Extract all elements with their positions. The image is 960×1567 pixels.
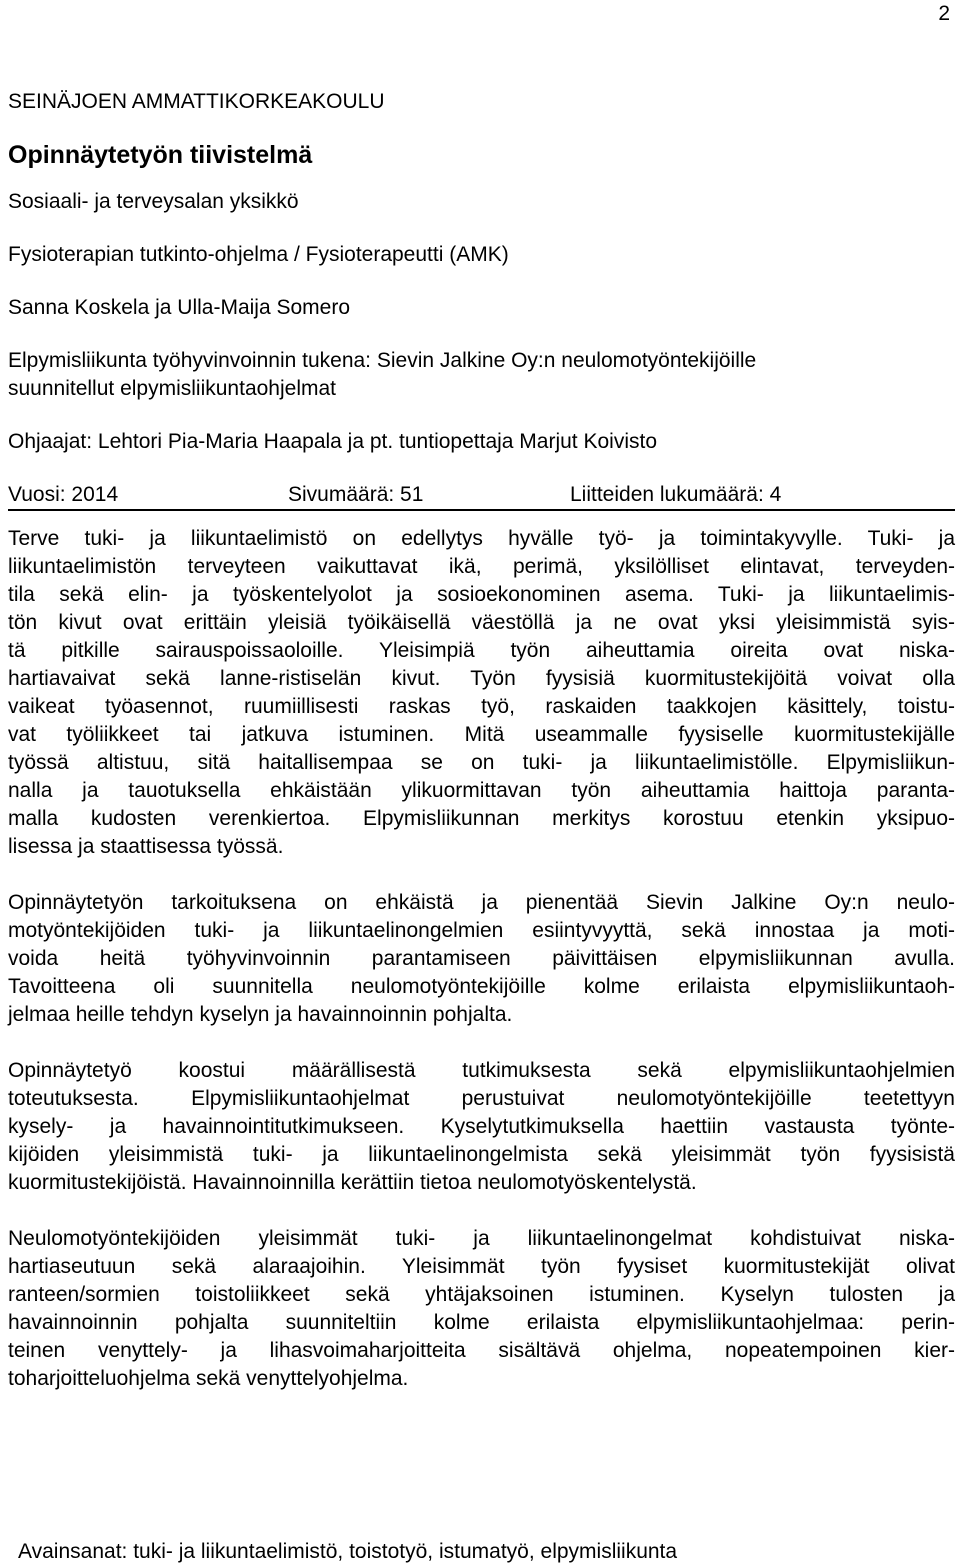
paragraph-line: Terve tuki- ja liikuntaelimistö on edellytys hyvälle työ- ja toimintakyvylle. Tuki- ja: [8, 527, 955, 550]
abstract-paragraph: [8, 1057, 955, 1197]
paragraph-line: vat työliikkeet tai jatkuva istuminen. Mitä useammalle fyysiselle kuormitustekijälle: [8, 723, 955, 746]
thesis-stats: [8, 481, 955, 509]
page-count: Sivumäärä: 51: [288, 483, 424, 506]
thesis-title: [8, 347, 955, 403]
paragraph-line: kijöiden yleisimmistä tuki- ja liikuntaelinongelmista sekä yleisimmät työn fyysisistä: [8, 1143, 955, 1166]
paragraph-line: hartiavaivat sekä lanne-ristiselän kivut. Työn fyysisiä kuormitustekijöitä voivat olla: [8, 667, 955, 690]
paragraph-line: Opinnäytetyö koostui määrällisestä tutkimuksesta sekä elpymisliikuntaohjelmien: [8, 1059, 955, 1082]
paragraph-line: toharjoitteluohjelma sekä venyttelyohjelma.: [8, 1367, 409, 1390]
abstract-page: [8, 88, 955, 1393]
paragraph-line: lisessa ja staattisessa työssä.: [8, 835, 284, 858]
abstract-paragraph: [8, 525, 955, 861]
paragraph-line: tä pitkille sairauspoissaoloille. Yleisimpiä työn aiheuttamia oireita ovat niska-: [8, 639, 955, 662]
authors: Sanna Koskela ja Ulla-Maija Somero: [8, 296, 350, 319]
keywords: Avainsanat: tuki- ja liikuntaelimistö, toistotyö, istumatyö, elpymisliikunta: [18, 1540, 678, 1563]
paragraph-line: nalla ja tauotuksella ehkäistään ylikuormittavan työn aiheuttamia haittoja paranta-: [8, 779, 955, 802]
unit-name: Sosiaali- ja terveysalan yksikkö: [8, 190, 299, 213]
degree-program: Fysioterapian tutkinto-ohjelma / Fysioterapeutti (AMK): [8, 243, 509, 266]
page-number: 2: [938, 2, 950, 25]
supervisors: Ohjaajat: Lehtori Pia-Maria Haapala ja pt. tuntiopettaja Marjut Koivisto: [8, 430, 658, 453]
paragraph-line: ranteen/sormien toistoliikkeet sekä yhtäjaksoinen istuminen. Kyselyn tulosten ja: [8, 1283, 955, 1306]
divider: [8, 509, 955, 511]
page-title: Opinnäytetyön tiivistelmä: [8, 141, 313, 169]
paragraph-line: havainnoinnin pohjalta suunniteltiin kolme erilaista elpymisliikuntaohjelmaa: perin-: [8, 1311, 955, 1334]
paragraph-line: voida heitä työhyvinvoinnin parantamiseen päivittäisen elpymisliikunnan avulla.: [8, 947, 955, 970]
thesis-title-line: suunnitellut elpymisliikuntaohjelmat: [8, 377, 337, 400]
year: Vuosi: 2014: [8, 483, 119, 506]
paragraph-line: jelmaa heille tehdyn kyselyn ja havainnoinnin pohjalta.: [8, 1003, 513, 1026]
paragraph-line: kuormitustekijöistä. Havainnoinnilla kerättiin tietoa neulomotyöskentelystä.: [8, 1171, 697, 1194]
abstract-body: [8, 525, 955, 1393]
paragraph-line: vaikeat työasennot, ruumiillisesti raskas työ, raskaiden taakkojen käsittely, toistu-: [8, 695, 955, 718]
paragraph-line: Neulomotyöntekijöiden yleisimmät tuki- ja liikuntaelinongelmat kohdistuivat niska-: [8, 1227, 955, 1250]
paragraph-line: Tavoitteena oli suunnitella neulomotyöntekijöille kolme erilaista elpymisliikuntaoh-: [8, 975, 955, 998]
paragraph-line: hartiaseutuun sekä alaraajoihin. Yleisimmät työn fyysiset kuormitustekijät olivat: [8, 1255, 955, 1278]
school-name: SEINÄJOEN AMMATTIKORKEAKOULU: [8, 90, 385, 113]
abstract-paragraph: [8, 889, 955, 1029]
paragraph-line: kysely- ja havainnointitutkimukseen. Kyselytutkimuksella haettiin vastausta työnte-: [8, 1115, 955, 1138]
thesis-title-line: Elpymisliikunta työhyvinvoinnin tukena: Sievin Jalkine Oy:n neulomotyöntekijöille: [8, 349, 757, 372]
paragraph-line: työssä altistuu, sitä haitallisempaa se on tuki- ja liikuntaelimistölle. Elpymisliikun-: [8, 751, 955, 774]
abstract-paragraph: [8, 1225, 955, 1393]
paragraph-line: teinen venyttely- ja lihasvoimaharjoitteita sisältävä ohjelma, nopeatempoinen kier-: [8, 1339, 955, 1362]
paragraph-line: malla kudosten verenkiertoa. Elpymisliikunnan merkitys korostuu etenkin yksipuo-: [8, 807, 955, 830]
appendix-count: Liitteiden lukumäärä: 4: [570, 483, 782, 506]
paragraph-line: Opinnäytetyön tarkoituksena on ehkäistä ja pienentää Sievin Jalkine Oy:n neulo-: [8, 891, 955, 914]
paragraph-line: motyöntekijöiden tuki- ja liikuntaelinongelmien esiintyvyyttä, sekä innostaa ja moti-: [8, 919, 955, 942]
paragraph-line: tön kivut ovat erittäin yleisiä työikäisellä väestöllä ja ne ovat yksi yleisimmistä syis-: [8, 611, 955, 634]
paragraph-line: liikuntaelimistön terveyteen vaikuttavat ikä, perimä, yksilölliset elintavat, terveyden-: [8, 555, 955, 578]
paragraph-line: tila sekä elin- ja työskentelyolot ja sosioekonominen asema. Tuki- ja liikuntaelimis-: [8, 583, 955, 606]
paragraph-line: toteutuksesta. Elpymisliikuntaohjelmat perustuivat neulomotyöntekijöille teetettyyn: [8, 1087, 955, 1110]
